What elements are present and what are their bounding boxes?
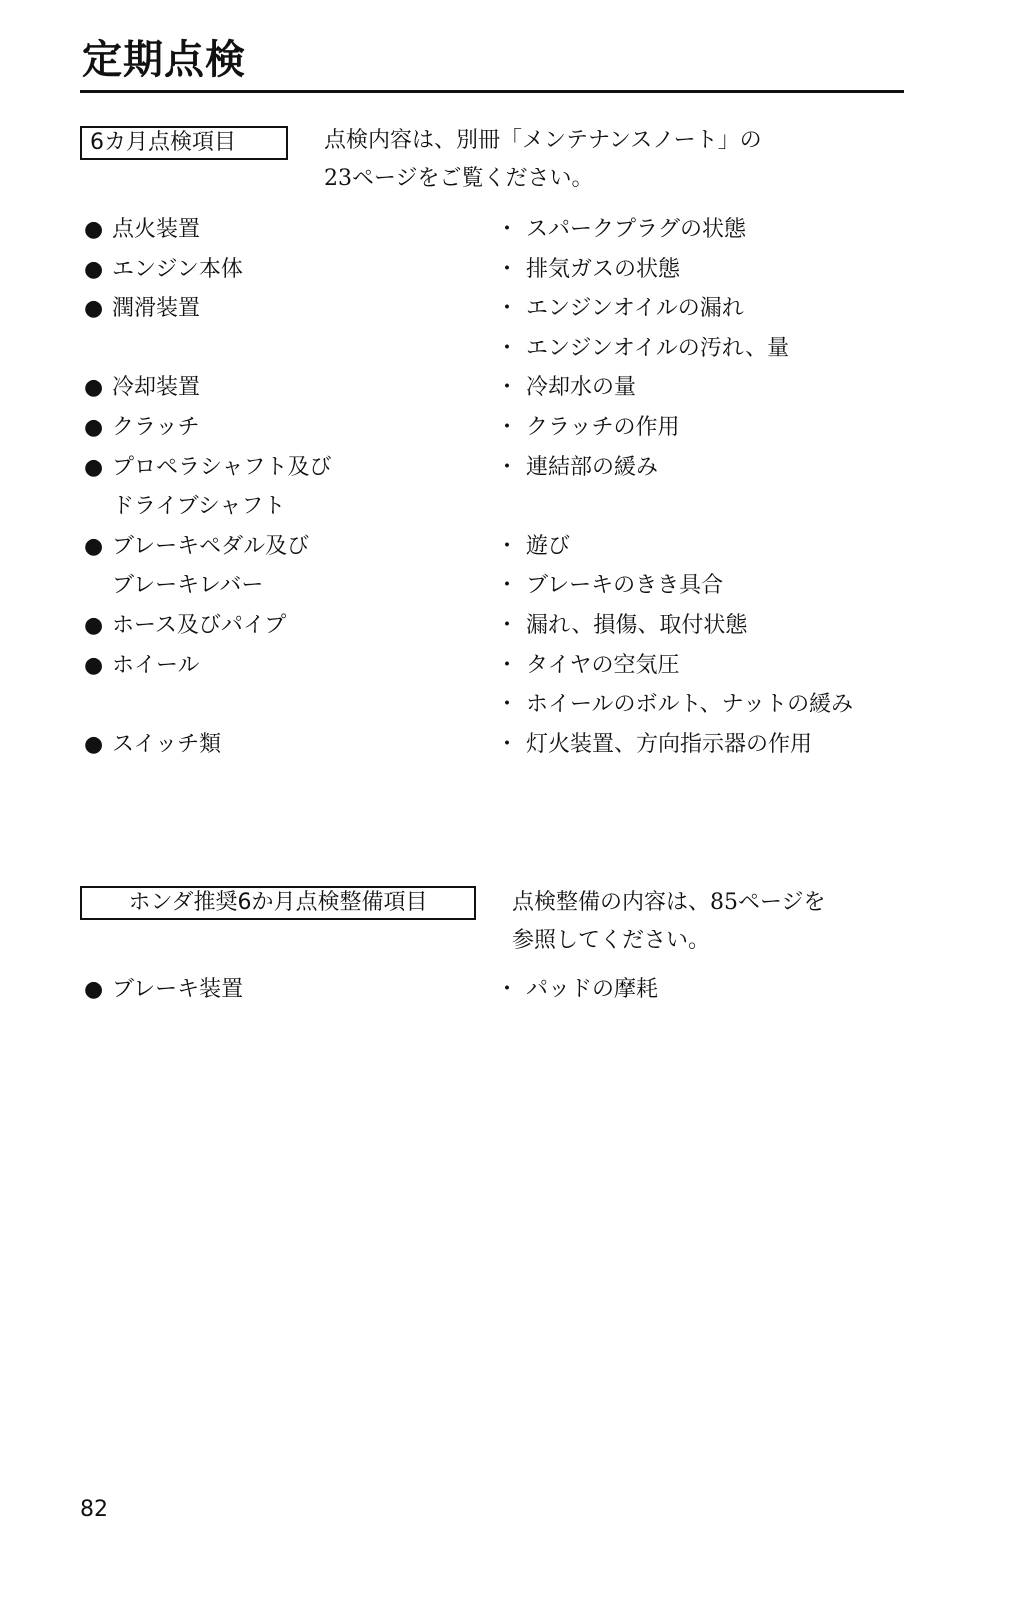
maintenance-details-list xyxy=(496,970,658,1010)
bullet-icon: ● xyxy=(84,454,104,480)
list-item: ・ 冷却水の量 xyxy=(496,368,853,408)
bullet-icon: ● xyxy=(84,414,104,440)
list-item: ・ 連結部の緩み xyxy=(496,448,853,488)
dot-icon: ・ xyxy=(496,414,519,440)
list-item: ● ホース及びパイプ xyxy=(80,606,332,646)
note-line: 参照してください。 xyxy=(512,928,711,953)
list-item: ● ホイール xyxy=(80,646,332,686)
dot-icon: ・ xyxy=(496,454,519,480)
dot-icon: ・ xyxy=(496,296,519,322)
list-item: ・ 灯火装置、方向指示器の作用 xyxy=(496,725,853,765)
title-rule xyxy=(80,90,904,93)
dot-icon: ・ xyxy=(496,977,519,1002)
section-note-6-month xyxy=(324,122,762,198)
list-item: ● 潤滑装置 xyxy=(80,289,332,329)
list-item: ・ ブレーキのきき具合 xyxy=(496,566,853,606)
bullet-icon: ● xyxy=(84,731,104,757)
list-item: ● 冷却装置 xyxy=(80,368,332,408)
section-label-honda-recommended: ホンダ推奨6か月点検整備項目 xyxy=(80,886,476,920)
list-item: ・ 排気ガスの状態 xyxy=(496,250,853,290)
section-label-6-month: 6カ月点検項目 xyxy=(80,126,288,160)
bullet-icon: ● xyxy=(84,652,104,678)
list-item: ● スイッチ類 xyxy=(80,725,332,765)
bullet-icon: ● xyxy=(84,375,104,401)
list-item-continuation: ブレーキレバー xyxy=(112,573,264,599)
list-item: ・ ホイールのボルト、ナットの緩み xyxy=(496,685,853,725)
dot-icon: ・ xyxy=(496,612,519,638)
dot-icon: ・ xyxy=(496,573,519,599)
maintenance-items-list xyxy=(80,970,243,1010)
dot-icon: ・ xyxy=(496,533,519,559)
bullet-icon: ● xyxy=(84,217,104,242)
list-item: ● ブレーキペダル及び xyxy=(80,527,332,567)
list-item: ・ スパークプラグの状態 xyxy=(496,210,853,250)
note-line: 点検内容は、別冊「メンテナンスノート」の xyxy=(324,128,762,153)
list-item: ・ 遊び xyxy=(496,527,853,567)
list-item: ・ 漏れ、損傷、取付状態 xyxy=(496,606,853,646)
dot-icon: ・ xyxy=(496,731,519,757)
list-item: ● ブレーキ装置 xyxy=(80,970,243,1010)
note-line: 点検整備の内容は、85ページを xyxy=(512,890,826,915)
dot-icon: ・ xyxy=(496,375,519,401)
list-spacer xyxy=(80,329,332,369)
dot-icon: ・ xyxy=(496,652,519,678)
list-item: ・ クラッチの作用 xyxy=(496,408,853,448)
dot-icon: ・ xyxy=(496,217,519,242)
bullet-icon: ● xyxy=(84,612,104,638)
page-number: 82 xyxy=(80,1497,108,1522)
note-line: 23ページをご覧ください。 xyxy=(324,166,594,191)
list-item: ● クラッチ xyxy=(80,408,332,448)
list-item: ・ タイヤの空気圧 xyxy=(496,646,853,686)
dot-icon: ・ xyxy=(496,692,519,718)
dot-icon: ・ xyxy=(496,335,519,361)
page-title: 定期点検 xyxy=(82,37,246,83)
inspection-details-list xyxy=(496,210,853,764)
list-item: ・ エンジンオイルの汚れ、量 xyxy=(496,329,853,369)
list-item: ● プロペラシャフト及び xyxy=(80,448,332,488)
bullet-icon: ● xyxy=(84,533,104,559)
list-item-continuation: ドライブシャフト xyxy=(112,494,286,520)
list-item: ・ エンジンオイルの漏れ xyxy=(496,289,853,329)
list-spacer xyxy=(80,685,332,725)
inspection-items-list xyxy=(80,210,332,764)
bullet-icon: ● xyxy=(84,977,104,1002)
list-item: ● エンジン本体 xyxy=(80,250,332,290)
section-note-honda-recommended xyxy=(512,884,826,960)
list-spacer xyxy=(496,487,853,527)
list-item: ・ パッドの摩耗 xyxy=(496,970,658,1010)
dot-icon: ・ xyxy=(496,256,519,282)
bullet-icon: ● xyxy=(84,296,104,322)
bullet-icon: ● xyxy=(84,256,104,282)
list-item: ● 点火装置 xyxy=(80,210,332,250)
